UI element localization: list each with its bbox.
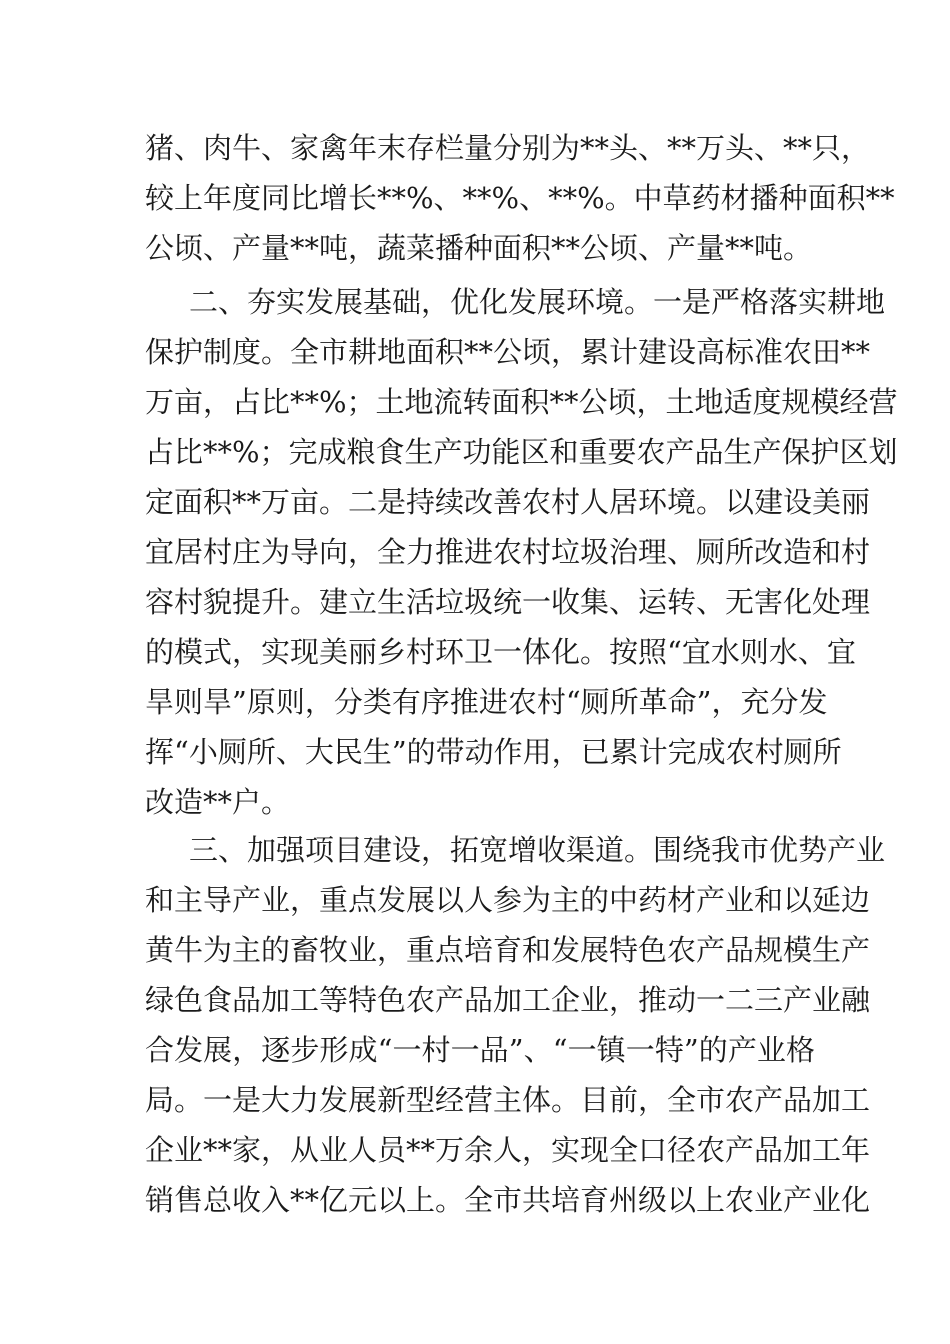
text-line: 挥“小厕所、大民生”的带动作用，已累计完成农村厕所	[145, 735, 842, 769]
text-line: 保护制度。全市耕地面积**公顷，累计建设高标准农田**	[145, 335, 871, 369]
paragraph-heading-line: 二、夯实发展基础，优化发展环境。一是严格落实耕地	[189, 285, 886, 319]
text-line: 合发展，逐步形成“一村一品”、“一镇一特”的产业格	[145, 1033, 815, 1067]
text-line: 绿色食品加工等特色农产品加工企业，推动一二三产业融	[145, 983, 871, 1017]
text-line: 占比**%；完成粮食生产功能区和重要农产品生产保护区划	[145, 435, 898, 469]
text-line: 宜居村庄为导向，全力推进农村垃圾治理、厕所改造和村	[145, 535, 871, 569]
text-line: 改造**户。	[145, 785, 291, 819]
text-line: 定面积**万亩。二是持续改善农村人居环境。以建设美丽	[145, 485, 871, 519]
text-line: 和主导产业，重点发展以人参为主的中药材产业和以延边	[145, 883, 871, 917]
text-line: 黄牛为主的畜牧业，重点培育和发展特色农产品规模生产	[145, 933, 871, 967]
text-line: 较上年度同比增长**%、**%、**%。中草药材播种面积**	[145, 181, 895, 215]
paragraph-heading-line: 三、加强项目建设，拓宽增收渠道。围绕我市优势产业	[189, 833, 886, 867]
text-line: 公顷、产量**吨，蔬菜播种面积**公顷、产量**吨。	[145, 231, 813, 265]
text-line: 企业**家，从业人员**万余人，实现全口径农产品加工年	[145, 1133, 871, 1167]
text-line: 局。一是大力发展新型经营主体。目前，全市农产品加工	[145, 1083, 871, 1117]
text-line: 猪、肉牛、家禽年末存栏量分别为**头、**万头、**只，	[145, 131, 871, 165]
text-line: 万亩，占比**%；土地流转面积**公顷，土地适度规模经营	[145, 385, 898, 419]
text-line: 销售总收入**亿元以上。全市共培育州级以上农业产业化	[145, 1183, 871, 1217]
text-line: 的模式，实现美丽乡村环卫一体化。按照“宜水则水、宜	[145, 635, 856, 669]
text-line: 容村貌提升。建立生活垃圾统一收集、运转、无害化处理	[145, 585, 871, 619]
text-line: 旱则旱”原则，分类有序推进农村“厕所革命”，充分发	[145, 685, 828, 719]
